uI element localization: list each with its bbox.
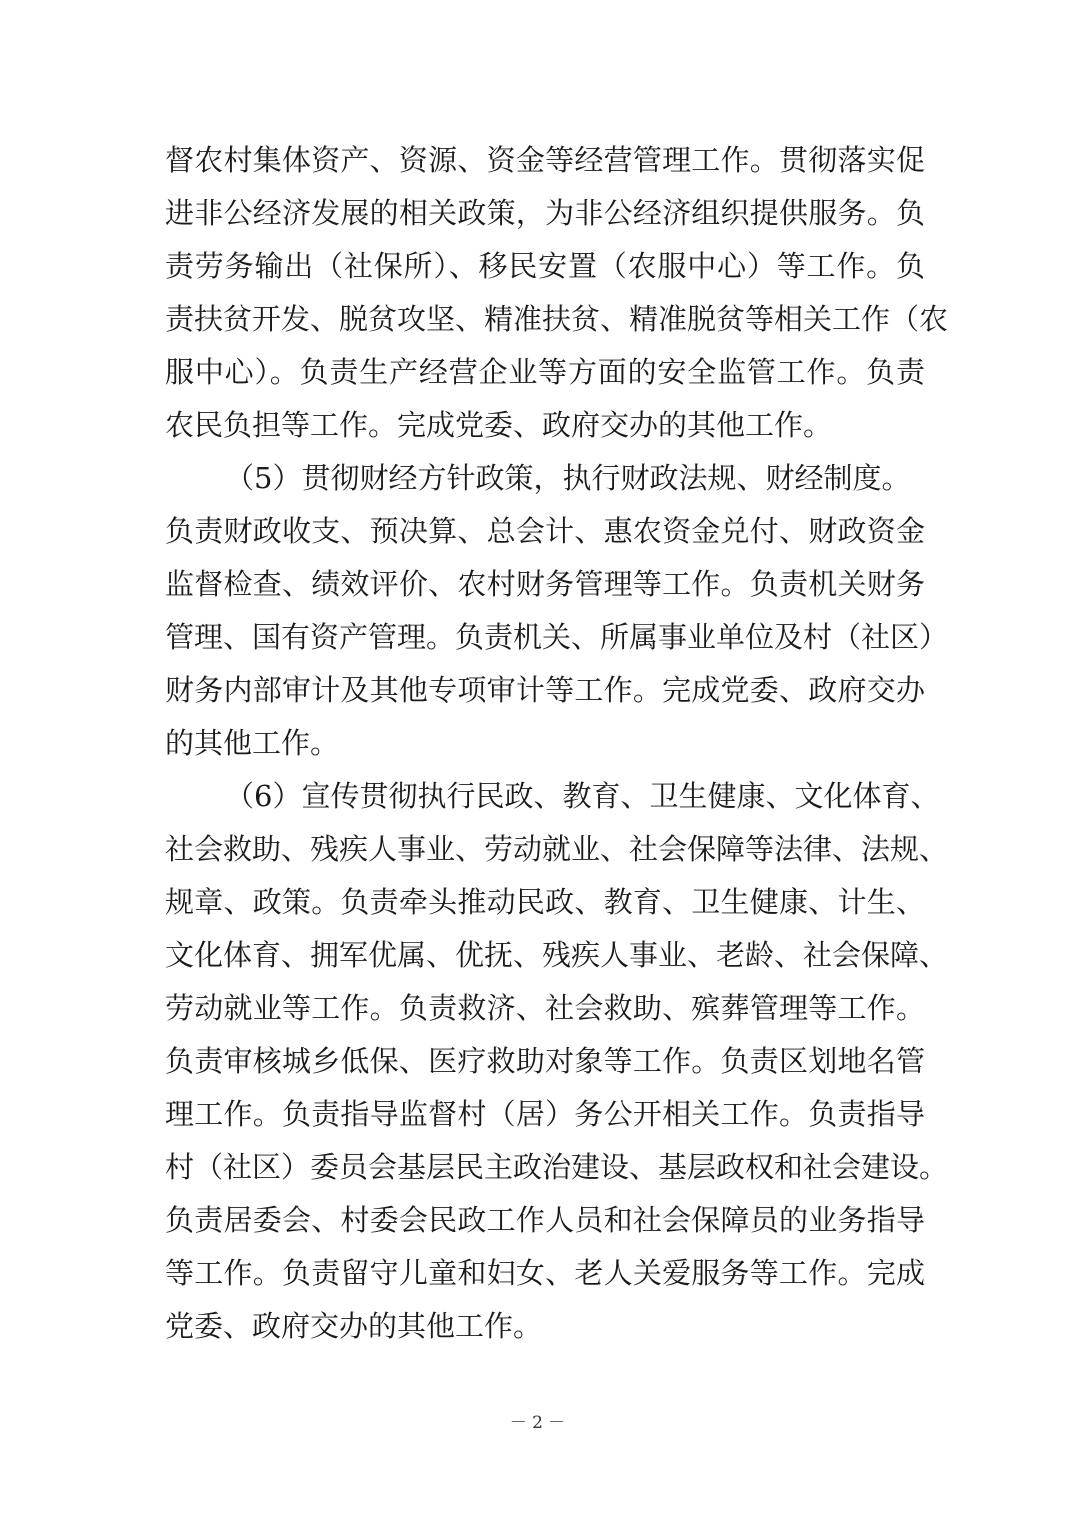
text-line: 管理、国有资产管理。负责机关、所属事业单位及村（社区） (165, 620, 949, 654)
page-number: － 2 － (509, 1413, 566, 1433)
text-line: 监督检查、绩效评价、农村财务管理等工作。负责机关财务 (165, 567, 925, 601)
text-line: 责劳务输出（社保所）、移民安置（农服中心）等工作。负 (165, 249, 925, 283)
text-line: 规章、政策。负责牵头推动民政、教育、卫生健康、计生、 (165, 885, 925, 919)
text-line: 服中心）。负责生产经营企业等方面的安全监管工作。负责 (165, 355, 925, 389)
text-line: 负责审核城乡低保、医疗救助对象等工作。负责区划地名管 (165, 1044, 925, 1078)
text-line: 农民负担等工作。完成党委、政府交办的其他工作。 (165, 408, 833, 442)
text-line: 责扶贫开发、脱贫攻坚、精准扶贫、精准脱贫等相关工作（农 (165, 302, 949, 336)
text-line: 社会救助、残疾人事业、劳动就业、社会保障等法律、法规、 (165, 832, 949, 866)
text-line: 负责财政收支、预决算、总会计、惠农资金兑付、财政资金 (165, 514, 925, 548)
text-line: 等工作。负责留守儿童和妇女、老人关爱服务等工作。完成 (165, 1256, 925, 1290)
text-line: 负责居委会、村委会民政工作人员和社会保障员的业务指导 (165, 1203, 925, 1237)
text-line: 进非公经济发展的相关政策，为非公经济组织提供服务。负 (165, 196, 925, 230)
text-line: 劳动就业等工作。负责救济、社会救助、殡葬管理等工作。 (165, 991, 925, 1025)
paragraph-heading-6: （6）宣传贯彻执行民政、教育、卫生健康、文化体育、 (225, 779, 940, 813)
text-line: 党委、政府交办的其他工作。 (165, 1309, 543, 1343)
text-line: 的其他工作。 (165, 726, 340, 760)
text-line: 督农村集体资产、资源、资金等经营管理工作。贯彻落实促 (165, 143, 925, 177)
text-line: 理工作。负责指导监督村（居）务公开相关工作。负责指导 (165, 1097, 925, 1131)
paragraph-heading-5: （5）贯彻财经方针政策，执行财政法规、财经制度。 (225, 461, 911, 495)
text-line: 财务内部审计及其他专项审计等工作。完成党委、政府交办 (165, 673, 925, 707)
text-line: 文化体育、拥军优属、优抚、残疾人事业、老龄、社会保障、 (165, 938, 949, 972)
body-text (165, 134, 949, 1353)
text-line: 村（社区）委员会基层民主政治建设、基层政权和社会建设。 (165, 1150, 949, 1184)
